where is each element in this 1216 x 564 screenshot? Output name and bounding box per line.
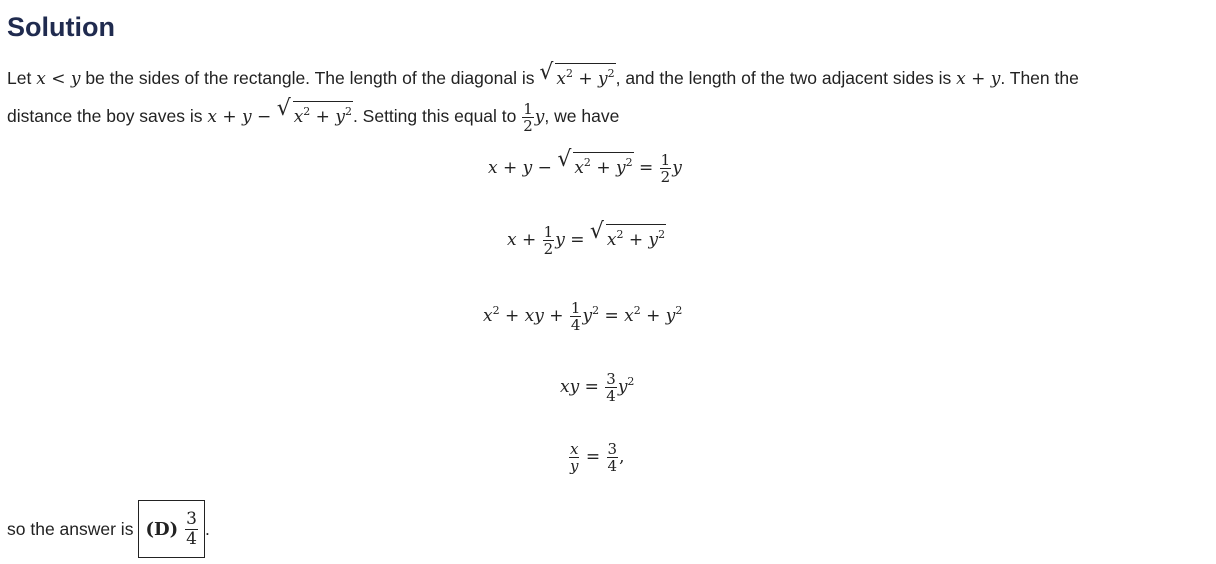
text-segment: Let (7, 68, 37, 88)
paragraph-line-2 (7, 98, 619, 134)
answer-suffix: . (204, 518, 210, 539)
answer-denominator: 4 (186, 528, 197, 549)
answer-numerator: 3 (186, 508, 197, 529)
math-x-less-than-y: x < y (36, 69, 81, 89)
text-segment: . Setting this equal to (352, 106, 522, 126)
equation-4: xy = $\frac{3}{4}$ $y^2$ (560, 370, 635, 405)
math-sqrt-x2-y2: √ $x^2 + y^2$ (539, 60, 615, 89)
text-segment: be the sides of the rectangle. The length of the diagonal is (80, 68, 540, 88)
math-y: y (534, 107, 545, 127)
answer-prefix: so the answer is (7, 518, 134, 539)
answer-line (7, 500, 210, 558)
equation-2: x + $\frac{1}{2}$ y = √ $x^2 + y^2$ (507, 219, 666, 258)
text-segment: , and the length of the two adjacent sides is (615, 68, 957, 88)
math-fraction-one-half: $\frac{1}{2}$ (523, 99, 533, 135)
text-segment: . Then the (1000, 68, 1079, 88)
equation-1: x + y − √ $x^2 + y^2$ = $\frac{1}{2}$ y (488, 147, 682, 186)
paragraph-line-1 (7, 60, 1079, 91)
answer-fraction (185, 510, 198, 549)
answer-box (138, 500, 204, 558)
text-segment: , we have (544, 106, 620, 126)
math-x-plus-y-minus-sqrt: x + y − √ $x^2 + y^2$ (207, 96, 352, 127)
answer-choice: (D) (145, 518, 179, 540)
text-segment: distance the boy saves is (7, 106, 208, 126)
math-x-plus-y: x + y (956, 69, 1001, 89)
equation-3: $x^2$ + xy + $\frac{1}{4}$ $y^2 = x^2 + y^2$ (483, 299, 683, 334)
page-title: Solution (7, 12, 115, 42)
equation-5: $\frac{x}{y}$ = $\frac{3}{4}$ , (570, 440, 625, 475)
